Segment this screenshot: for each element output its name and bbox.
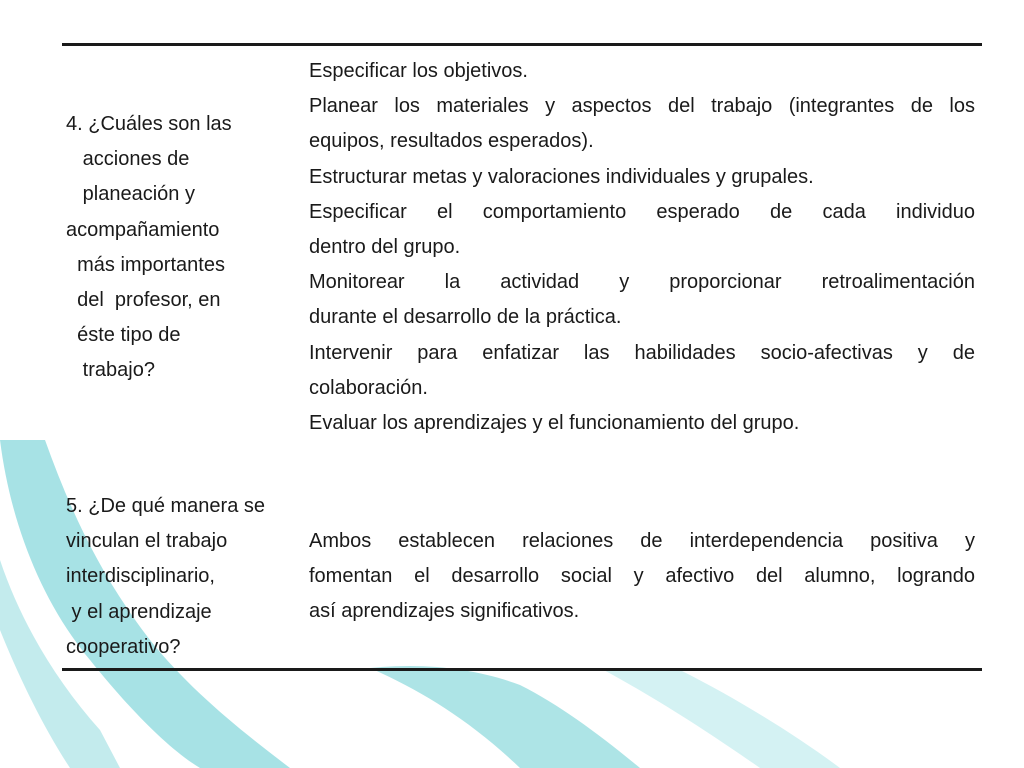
- answer-line: Evaluar los aprendizajes y el funcionamiento del grupo.: [309, 412, 800, 435]
- table-bottom-rule: [62, 668, 982, 671]
- question-line: trabajo?: [66, 359, 155, 382]
- question-line: interdisciplinario,: [66, 565, 215, 588]
- question-line: más importantes: [66, 253, 225, 276]
- answer-line: Planear los materiales y aspectos del trabajo (integrantes de los: [309, 95, 975, 118]
- answer-line: durante el desarrollo de la práctica.: [309, 306, 622, 329]
- answer-line: así aprendizajes significativos.: [309, 600, 580, 623]
- answer-line: Especificar el comportamiento esperado de cada individuo: [309, 200, 975, 223]
- qa-table: [62, 43, 982, 671]
- question-cell-4: [66, 107, 298, 389]
- answer-line: Intervenir para enfatizar las habilidades socio-afectivas y de: [309, 341, 975, 364]
- answer-line: Estructurar metas y valoraciones individuales y grupales.: [309, 165, 814, 188]
- answer-line: Monitorear la actividad y proporcionar retroalimentación: [309, 271, 975, 294]
- answer-line: fomentan el desarrollo social y afectivo del alumno, logrando: [309, 565, 975, 588]
- answer-cell-4: [309, 54, 975, 441]
- question-line: éste tipo de: [66, 324, 181, 347]
- answer-line: colaboración.: [309, 376, 428, 399]
- answer-line: equipos, resultados esperados).: [309, 130, 594, 153]
- question-line: del profesor, en: [66, 289, 221, 312]
- question-line: acompañamiento: [66, 218, 220, 241]
- answer-line: Especificar los objetivos.: [309, 60, 528, 82]
- table-top-rule: [62, 43, 982, 46]
- question-cell-5: [66, 489, 298, 665]
- swoosh-far-right: [600, 668, 840, 768]
- question-line: 4. ¿Cuáles son las: [66, 113, 232, 135]
- question-line: y el aprendizaje: [66, 600, 212, 623]
- question-line: planeación y: [66, 183, 195, 206]
- question-line: vinculan el trabajo: [66, 530, 228, 553]
- answer-line: dentro del grupo.: [309, 236, 461, 259]
- question-line: acciones de: [66, 148, 190, 171]
- question-line: cooperativo?: [66, 635, 181, 658]
- answer-line: Ambos establecen relaciones de interdependencia positiva y: [309, 530, 975, 552]
- question-line: 5. ¿De qué manera se: [66, 495, 265, 517]
- answer-cell-5: [309, 524, 975, 630]
- swoosh-right: [370, 666, 640, 768]
